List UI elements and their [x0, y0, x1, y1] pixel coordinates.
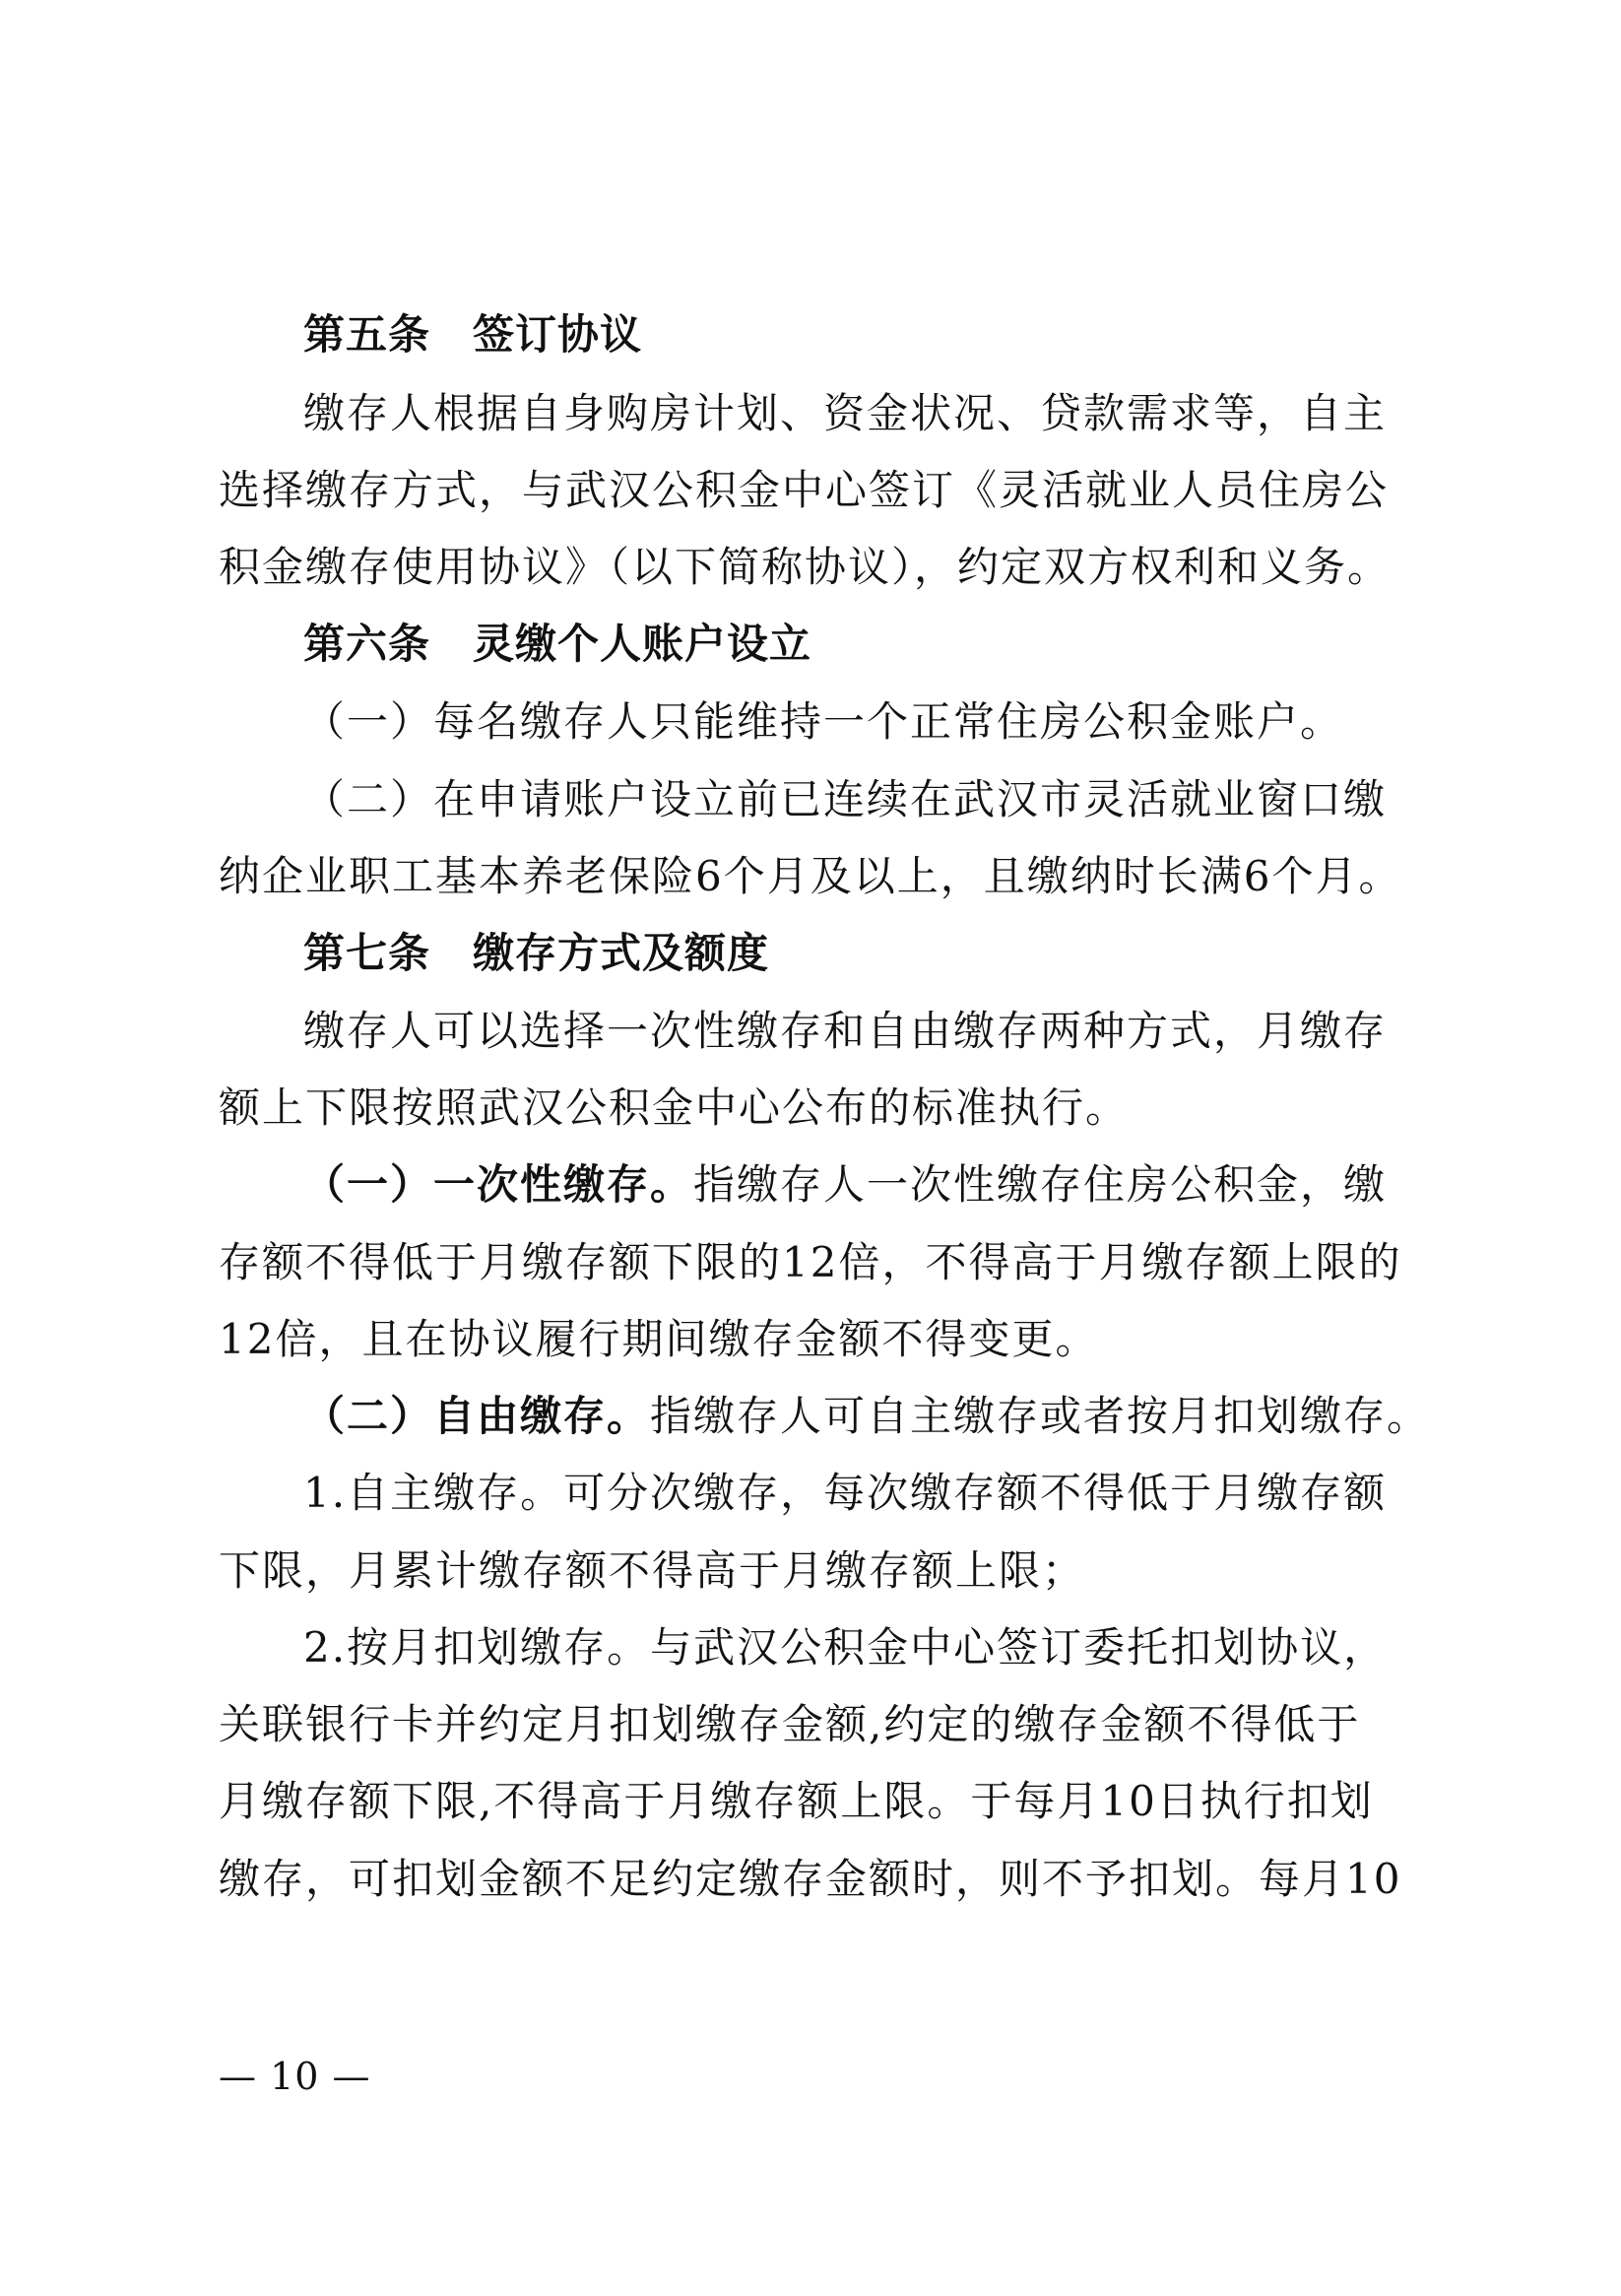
sub2-line-2: 关联银行卡并约定月扣划缴存金额,约定的缴存金额不得低于	[219, 1700, 1361, 1748]
section5-paragraph-line-2: 选择缴存方式，与武汉公积金中心签订《灵活就业人员住房公	[219, 466, 1390, 514]
sub1-line-2: 下限，月累计缴存额不得高于月缴存额上限；	[219, 1546, 1086, 1595]
section7-item1-line-2: 存额不得低于月缴存额下限的12倍，不得高于月缴存额上限的	[219, 1238, 1402, 1286]
section7-title: 第七条 缴存方式及额度	[303, 929, 770, 977]
item1-line1-rest: 指缴存人一次性缴存住房公积金，缴	[693, 1160, 1388, 1209]
section7-item2-line-1	[303, 1387, 1505, 1446]
item1-bold-lead: （一）一次性缴存。	[303, 1160, 694, 1209]
section6-item-2-line-1: （二）在申请账户设立前已连续在武汉市灵活就业窗口缴	[303, 775, 1388, 823]
section6-item-2-line-2: 纳企业职工基本养老保险6个月及以上，且缴纳时长满6个月。	[219, 852, 1402, 900]
section7-intro-line-1: 缴存人可以选择一次性缴存和自由缴存两种方式，月缴存	[303, 1007, 1388, 1055]
section5-title: 第五条 签订协议	[303, 310, 643, 359]
page-number: — 10 —	[219, 2055, 371, 2098]
section7-item1-line-1	[303, 1155, 1505, 1214]
section7-item1-line-3: 12倍，且在协议履行期间缴存金额不得变更。	[219, 1315, 1099, 1363]
sub1-line-1: 1.自主缴存。可分次缴存，每次缴存额不得低于月缴存额	[303, 1469, 1388, 1517]
sub2-line-3: 月缴存额下限,不得高于月缴存额上限。于每月10日执行扣划	[219, 1777, 1374, 1825]
sub2-line-4: 缴存，可扣划金额不足约定缴存金额时，则不予扣划。每月10	[219, 1855, 1402, 1903]
section6-title: 第六条 灵缴个人账户设立	[303, 620, 812, 668]
section5-paragraph-line-3: 积金缴存使用协议》（以下简称协议），约定双方权利和义务。	[219, 543, 1392, 591]
section7-intro-line-2: 额上下限按照武汉公积金中心公布的标准执行。	[219, 1083, 1130, 1132]
sub2-line-1: 2.按月扣划缴存。与武汉公积金中心签订委托扣划协议，	[303, 1623, 1388, 1672]
section6-item-1: （一）每名缴存人只能维持一个正常住房公积金账户。	[303, 697, 1344, 746]
item2-rest: 指缴存人可自主缴存或者按月扣划缴存。	[650, 1392, 1431, 1440]
item2-bold-lead: （二）自由缴存。	[303, 1392, 651, 1440]
section5-paragraph-line-1: 缴存人根据自身购房计划、资金状况、贷款需求等，自主	[303, 389, 1388, 437]
